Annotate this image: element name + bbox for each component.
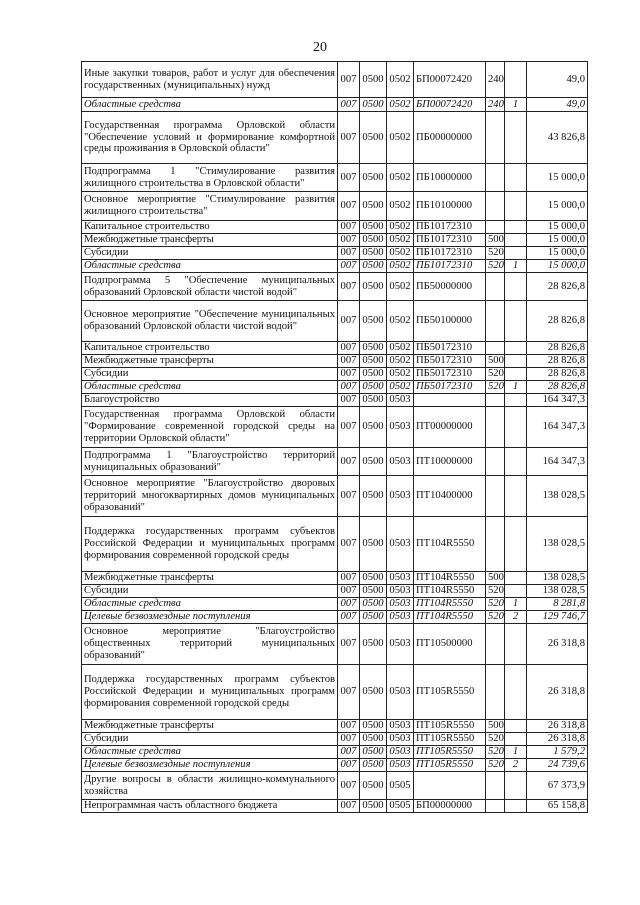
- section-code: 0500: [360, 517, 387, 572]
- section-code: 0500: [360, 611, 387, 624]
- funding-source-code: 2: [505, 611, 527, 624]
- ministry-code: 007: [338, 234, 360, 247]
- row-amount: 1 579,2: [527, 746, 588, 759]
- row-amount: 28 826,8: [527, 273, 588, 301]
- expense-type-code: 520: [486, 247, 505, 260]
- expense-type-code: [486, 394, 505, 407]
- ministry-code: 007: [338, 247, 360, 260]
- section-code: 0500: [360, 368, 387, 381]
- subsection-code: 0502: [387, 273, 414, 301]
- section-code: 0500: [360, 746, 387, 759]
- funding-source-code: 1: [505, 260, 527, 273]
- table-row: [82, 800, 588, 813]
- section-code: 0500: [360, 164, 387, 192]
- row-name: Государственная программа Орловской области "Обеспечение условий и формирование комфортной среды проживания в Орловской области": [82, 112, 338, 164]
- funding-source-code: [505, 517, 527, 572]
- page-number: 20: [313, 40, 327, 55]
- row-amount: 67 373,9: [527, 772, 588, 800]
- funding-source-code: [505, 572, 527, 585]
- row-amount: 28 826,8: [527, 301, 588, 342]
- row-name: Непрограммная часть областного бюджета: [82, 800, 338, 813]
- ministry-code: 007: [338, 476, 360, 517]
- subsection-code: 0503: [387, 611, 414, 624]
- table-row: [82, 759, 588, 772]
- ministry-code: 007: [338, 665, 360, 720]
- subsection-code: 0502: [387, 62, 414, 98]
- target-article-code: ПТ10500000: [414, 624, 486, 665]
- expense-type-code: 500: [486, 355, 505, 368]
- target-article-code: ПБ00000000: [414, 112, 486, 164]
- table-row: [82, 476, 588, 517]
- subsection-code: 0502: [387, 112, 414, 164]
- row-name: Подпрограмма 1 "Стимулирование развития жилищного строительства в Орловской области": [82, 164, 338, 192]
- expense-type-code: [486, 665, 505, 720]
- ministry-code: 007: [338, 98, 360, 112]
- subsection-code: 0502: [387, 368, 414, 381]
- table-row: [82, 572, 588, 585]
- section-code: 0500: [360, 394, 387, 407]
- row-amount: 15 000,0: [527, 260, 588, 273]
- row-name: Благоустройство: [82, 394, 338, 407]
- subsection-code: 0502: [387, 98, 414, 112]
- table-row: [82, 301, 588, 342]
- row-amount: 138 028,5: [527, 517, 588, 572]
- row-name: Капитальное строительство: [82, 342, 338, 355]
- expense-type-code: [486, 273, 505, 301]
- row-amount: 164 347,3: [527, 448, 588, 476]
- row-name: Областные средства: [82, 381, 338, 394]
- funding-source-code: [505, 62, 527, 98]
- target-article-code: ПБ10100000: [414, 192, 486, 221]
- table-row: [82, 112, 588, 164]
- expense-type-code: 500: [486, 720, 505, 733]
- expense-type-code: [486, 192, 505, 221]
- row-name: Субсидии: [82, 368, 338, 381]
- table-row: [82, 62, 588, 98]
- table-row: [82, 381, 588, 394]
- row-amount: 15 000,0: [527, 234, 588, 247]
- expense-type-code: 520: [486, 381, 505, 394]
- ministry-code: 007: [338, 746, 360, 759]
- funding-source-code: 2: [505, 759, 527, 772]
- table-row: [82, 221, 588, 234]
- funding-source-code: [505, 407, 527, 448]
- table-row: [82, 746, 588, 759]
- expense-type-code: [486, 301, 505, 342]
- funding-source-code: [505, 342, 527, 355]
- table-row: [82, 611, 588, 624]
- funding-source-code: [505, 221, 527, 234]
- row-name: Межбюджетные трансферты: [82, 720, 338, 733]
- expense-type-code: 520: [486, 368, 505, 381]
- budget-table-body: [82, 62, 588, 813]
- section-code: 0500: [360, 234, 387, 247]
- expense-type-code: 520: [486, 260, 505, 273]
- row-name: Областные средства: [82, 260, 338, 273]
- row-amount: 138 028,5: [527, 572, 588, 585]
- subsection-code: 0502: [387, 192, 414, 221]
- expense-type-code: 520: [486, 585, 505, 598]
- section-code: 0500: [360, 62, 387, 98]
- funding-source-code: 1: [505, 98, 527, 112]
- row-amount: 8 281,8: [527, 598, 588, 611]
- row-name: Межбюджетные трансферты: [82, 234, 338, 247]
- expense-type-code: [486, 476, 505, 517]
- table-row: [82, 355, 588, 368]
- table-row: [82, 273, 588, 301]
- ministry-code: 007: [338, 301, 360, 342]
- subsection-code: 0503: [387, 585, 414, 598]
- row-name: Подпрограмма 1 "Благоустройство территорий муниципальных образований": [82, 448, 338, 476]
- subsection-code: 0502: [387, 381, 414, 394]
- subsection-code: 0503: [387, 665, 414, 720]
- target-article-code: ПБ10172310: [414, 260, 486, 273]
- subsection-code: 0502: [387, 260, 414, 273]
- section-code: 0500: [360, 342, 387, 355]
- funding-source-code: 1: [505, 746, 527, 759]
- target-article-code: [414, 772, 486, 800]
- row-amount: 164 347,3: [527, 394, 588, 407]
- row-amount: 129 746,7: [527, 611, 588, 624]
- table-row: [82, 247, 588, 260]
- target-article-code: ПБ50000000: [414, 273, 486, 301]
- target-article-code: ПБ10172310: [414, 221, 486, 234]
- funding-source-code: [505, 273, 527, 301]
- ministry-code: 007: [338, 407, 360, 448]
- row-name: Целевые безвозмездные поступления: [82, 611, 338, 624]
- ministry-code: 007: [338, 192, 360, 221]
- ministry-code: 007: [338, 112, 360, 164]
- table-row: [82, 585, 588, 598]
- target-article-code: ПТ10400000: [414, 476, 486, 517]
- section-code: 0500: [360, 381, 387, 394]
- ministry-code: 007: [338, 381, 360, 394]
- subsection-code: 0502: [387, 342, 414, 355]
- expense-type-code: [486, 624, 505, 665]
- row-name: Подпрограмма 5 "Обеспечение муниципальных образований Орловской области чистой водой": [82, 273, 338, 301]
- expense-type-code: [486, 517, 505, 572]
- target-article-code: ПТ104R5550: [414, 585, 486, 598]
- row-name: Поддержка государственных программ субъектов Российской Федерации и муниципальных программ формирования современной городской среды: [82, 517, 338, 572]
- ministry-code: 007: [338, 164, 360, 192]
- subsection-code: 0503: [387, 733, 414, 746]
- funding-source-code: [505, 112, 527, 164]
- target-article-code: ПБ10000000: [414, 164, 486, 192]
- table-row: [82, 234, 588, 247]
- expense-type-code: 500: [486, 572, 505, 585]
- section-code: 0500: [360, 407, 387, 448]
- table-row: [82, 368, 588, 381]
- target-article-code: ПБ50172310: [414, 342, 486, 355]
- section-code: 0500: [360, 273, 387, 301]
- ministry-code: 007: [338, 448, 360, 476]
- row-name: Основное мероприятие "Стимулирование развития жилищного строительства": [82, 192, 338, 221]
- section-code: 0500: [360, 720, 387, 733]
- target-article-code: ПТ00000000: [414, 407, 486, 448]
- funding-source-code: 1: [505, 381, 527, 394]
- expense-type-code: 240: [486, 62, 505, 98]
- target-article-code: ПТ10000000: [414, 448, 486, 476]
- target-article-code: ПБ50172310: [414, 368, 486, 381]
- row-amount: 26 318,8: [527, 624, 588, 665]
- funding-source-code: [505, 192, 527, 221]
- table-row: [82, 448, 588, 476]
- ministry-code: 007: [338, 598, 360, 611]
- row-amount: 49,0: [527, 98, 588, 112]
- row-amount: 138 028,5: [527, 476, 588, 517]
- row-name: Другие вопросы в области жилищно-коммунального хозяйства: [82, 772, 338, 800]
- target-article-code: БП00072420: [414, 62, 486, 98]
- row-name: Основное мероприятие "Благоустройство дворовых территорий многоквартирных домов муниципальных образований": [82, 476, 338, 517]
- row-amount: 28 826,8: [527, 368, 588, 381]
- ministry-code: 007: [338, 221, 360, 234]
- section-code: 0500: [360, 572, 387, 585]
- section-code: 0500: [360, 598, 387, 611]
- subsection-code: 0503: [387, 720, 414, 733]
- budget-table: [81, 61, 588, 813]
- expense-type-code: 520: [486, 733, 505, 746]
- row-name: Основное мероприятие "Благоустройство общественных территорий муниципальных образований": [82, 624, 338, 665]
- expense-type-code: [486, 772, 505, 800]
- row-amount: 26 318,8: [527, 733, 588, 746]
- section-code: 0500: [360, 759, 387, 772]
- row-amount: 26 318,8: [527, 720, 588, 733]
- target-article-code: ПБ10172310: [414, 234, 486, 247]
- ministry-code: 007: [338, 260, 360, 273]
- target-article-code: ПТ105R5550: [414, 759, 486, 772]
- target-article-code: ПТ105R5550: [414, 746, 486, 759]
- subsection-code: 0503: [387, 624, 414, 665]
- funding-source-code: [505, 733, 527, 746]
- section-code: 0500: [360, 355, 387, 368]
- target-article-code: ПТ105R5550: [414, 720, 486, 733]
- ministry-code: 007: [338, 759, 360, 772]
- subsection-code: 0505: [387, 772, 414, 800]
- target-article-code: ПТ105R5550: [414, 733, 486, 746]
- expense-type-code: [486, 800, 505, 813]
- row-amount: 49,0: [527, 62, 588, 98]
- table-row: [82, 192, 588, 221]
- subsection-code: 0502: [387, 247, 414, 260]
- subsection-code: 0503: [387, 448, 414, 476]
- ministry-code: 007: [338, 62, 360, 98]
- expense-type-code: 520: [486, 598, 505, 611]
- table-row: [82, 720, 588, 733]
- row-amount: 28 826,8: [527, 381, 588, 394]
- ministry-code: 007: [338, 273, 360, 301]
- row-name: Областные средства: [82, 598, 338, 611]
- row-name: Областные средства: [82, 98, 338, 112]
- row-name: Иные закупки товаров, работ и услуг для обеспечения государственных (муниципальных) нужд: [82, 62, 338, 98]
- funding-source-code: [505, 585, 527, 598]
- expense-type-code: 240: [486, 98, 505, 112]
- table-row: [82, 772, 588, 800]
- ministry-code: 007: [338, 342, 360, 355]
- table-row: [82, 394, 588, 407]
- row-amount: 24 739,6: [527, 759, 588, 772]
- section-code: 0500: [360, 192, 387, 221]
- ministry-code: 007: [338, 368, 360, 381]
- ministry-code: 007: [338, 355, 360, 368]
- ministry-code: 007: [338, 733, 360, 746]
- section-code: 0500: [360, 665, 387, 720]
- expense-type-code: [486, 112, 505, 164]
- funding-source-code: [505, 772, 527, 800]
- table-row: [82, 164, 588, 192]
- subsection-code: 0503: [387, 759, 414, 772]
- subsection-code: 0503: [387, 407, 414, 448]
- section-code: 0500: [360, 624, 387, 665]
- expense-type-code: [486, 342, 505, 355]
- row-amount: 15 000,0: [527, 192, 588, 221]
- funding-source-code: [505, 624, 527, 665]
- row-amount: 28 826,8: [527, 342, 588, 355]
- section-code: 0500: [360, 98, 387, 112]
- section-code: 0500: [360, 247, 387, 260]
- target-article-code: [414, 394, 486, 407]
- table-row: [82, 598, 588, 611]
- target-article-code: БП00072420: [414, 98, 486, 112]
- subsection-code: 0503: [387, 598, 414, 611]
- section-code: 0500: [360, 733, 387, 746]
- target-article-code: ПТ104R5550: [414, 598, 486, 611]
- target-article-code: ПБ10172310: [414, 247, 486, 260]
- expense-type-code: 500: [486, 234, 505, 247]
- target-article-code: ПТ104R5550: [414, 572, 486, 585]
- row-name: Межбюджетные трансферты: [82, 572, 338, 585]
- row-name: Поддержка государственных программ субъектов Российской Федерации и муниципальных программ формирования современной городской среды: [82, 665, 338, 720]
- table-row: [82, 517, 588, 572]
- ministry-code: 007: [338, 800, 360, 813]
- ministry-code: 007: [338, 517, 360, 572]
- funding-source-code: [505, 164, 527, 192]
- row-name: Межбюджетные трансферты: [82, 355, 338, 368]
- row-name: Субсидии: [82, 585, 338, 598]
- table-row: [82, 665, 588, 720]
- funding-source-code: [505, 800, 527, 813]
- row-amount: 15 000,0: [527, 247, 588, 260]
- funding-source-code: [505, 448, 527, 476]
- target-article-code: ПТ104R5550: [414, 611, 486, 624]
- section-code: 0500: [360, 301, 387, 342]
- target-article-code: БП00000000: [414, 800, 486, 813]
- funding-source-code: [505, 368, 527, 381]
- section-code: 0500: [360, 448, 387, 476]
- funding-source-code: [505, 247, 527, 260]
- target-article-code: ПБ50100000: [414, 301, 486, 342]
- section-code: 0500: [360, 585, 387, 598]
- ministry-code: 007: [338, 720, 360, 733]
- ministry-code: 007: [338, 585, 360, 598]
- row-name: Государственная программа Орловской области "Формирование современной городской среды на территории Орловской области": [82, 407, 338, 448]
- table-row: [82, 407, 588, 448]
- row-amount: 15 000,0: [527, 164, 588, 192]
- subsection-code: 0505: [387, 800, 414, 813]
- expense-type-code: [486, 407, 505, 448]
- section-code: 0500: [360, 476, 387, 517]
- funding-source-code: [505, 665, 527, 720]
- subsection-code: 0503: [387, 572, 414, 585]
- funding-source-code: [505, 720, 527, 733]
- subsection-code: 0503: [387, 476, 414, 517]
- funding-source-code: [505, 394, 527, 407]
- row-amount: 138 028,5: [527, 585, 588, 598]
- ministry-code: 007: [338, 572, 360, 585]
- table-row: [82, 624, 588, 665]
- row-amount: 43 826,8: [527, 112, 588, 164]
- row-name: Областные средства: [82, 746, 338, 759]
- row-amount: 15 000,0: [527, 221, 588, 234]
- target-article-code: ПБ50172310: [414, 355, 486, 368]
- row-name: Целевые безвозмездные поступления: [82, 759, 338, 772]
- table-row: [82, 260, 588, 273]
- section-code: 0500: [360, 800, 387, 813]
- expense-type-code: 520: [486, 746, 505, 759]
- subsection-code: 0502: [387, 234, 414, 247]
- funding-source-code: [505, 476, 527, 517]
- row-amount: 26 318,8: [527, 665, 588, 720]
- ministry-code: 007: [338, 772, 360, 800]
- subsection-code: 0502: [387, 355, 414, 368]
- subsection-code: 0503: [387, 517, 414, 572]
- row-name: Субсидии: [82, 733, 338, 746]
- table-row: [82, 98, 588, 112]
- row-amount: 65 158,8: [527, 800, 588, 813]
- expense-type-code: 520: [486, 759, 505, 772]
- target-article-code: ПТ105R5550: [414, 665, 486, 720]
- target-article-code: ПБ50172310: [414, 381, 486, 394]
- section-code: 0500: [360, 260, 387, 273]
- section-code: 0500: [360, 221, 387, 234]
- section-code: 0500: [360, 772, 387, 800]
- expense-type-code: [486, 221, 505, 234]
- expense-type-code: [486, 448, 505, 476]
- section-code: 0500: [360, 112, 387, 164]
- table-row: [82, 733, 588, 746]
- expense-type-code: [486, 164, 505, 192]
- ministry-code: 007: [338, 394, 360, 407]
- row-amount: 28 826,8: [527, 355, 588, 368]
- funding-source-code: 1: [505, 598, 527, 611]
- subsection-code: 0503: [387, 746, 414, 759]
- row-name: Капитальное строительство: [82, 221, 338, 234]
- funding-source-code: [505, 234, 527, 247]
- funding-source-code: [505, 301, 527, 342]
- row-name: Основное мероприятие "Обеспечение муниципальных образований Орловской области чистой водой": [82, 301, 338, 342]
- funding-source-code: [505, 355, 527, 368]
- row-amount: 164 347,3: [527, 407, 588, 448]
- expense-type-code: 520: [486, 611, 505, 624]
- subsection-code: 0502: [387, 164, 414, 192]
- row-name: Субсидии: [82, 247, 338, 260]
- table-row: [82, 342, 588, 355]
- subsection-code: 0502: [387, 221, 414, 234]
- ministry-code: 007: [338, 611, 360, 624]
- subsection-code: 0502: [387, 301, 414, 342]
- ministry-code: 007: [338, 624, 360, 665]
- target-article-code: ПТ104R5550: [414, 517, 486, 572]
- subsection-code: 0503: [387, 394, 414, 407]
